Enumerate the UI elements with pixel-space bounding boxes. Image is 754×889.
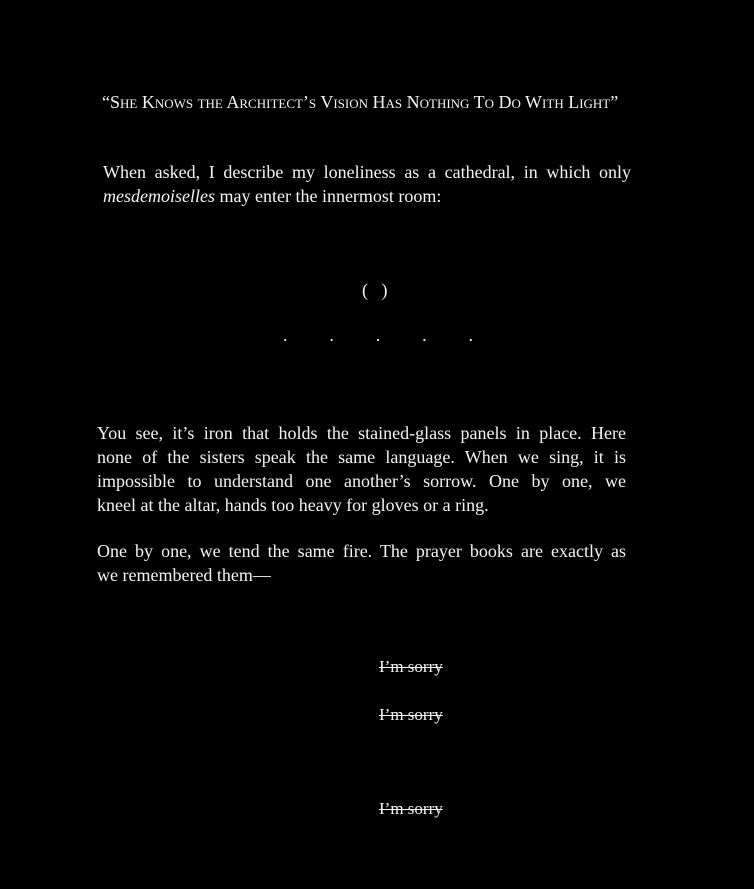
stanza-2-line-4: kneel at the altar, hands too heavy for gloves or a ring. bbox=[97, 495, 489, 515]
dot: . bbox=[375, 325, 381, 345]
stanza-1-line-2-rest: may enter the innermost room: bbox=[214, 186, 442, 206]
italic-word: mesdemoiselles bbox=[103, 186, 215, 206]
stanza-3 bbox=[97, 539, 626, 587]
stanza-3-line-2: we remembered them— bbox=[97, 565, 271, 585]
ellipsis-dots bbox=[283, 325, 473, 349]
stanza-2 bbox=[97, 421, 626, 517]
dot: . bbox=[283, 325, 288, 345]
stanza-2-line-2: none of the sisters speak the same language. When we sing, it is bbox=[97, 447, 626, 467]
dot: . bbox=[468, 325, 473, 345]
empty-parentheses: ( ) bbox=[362, 280, 388, 300]
poem-title: “She Knows the Architect’s Vision Has Nothing To Do With Light” bbox=[102, 92, 619, 112]
dot: . bbox=[329, 325, 334, 345]
struck-text: I’m sorry bbox=[379, 799, 443, 818]
struck-text: I’m sorry bbox=[379, 705, 443, 724]
stanza-3-line-1: One by one, we tend the same fire. The prayer books are exactly as bbox=[97, 541, 626, 561]
dot: . bbox=[422, 325, 427, 345]
stanza-2-line-3: impossible to understand one another’s sorrow. One by one, we bbox=[97, 471, 626, 491]
stanza-1 bbox=[103, 160, 631, 208]
stanza-2-line-1: You see, it’s iron that holds the stained-glass panels in place. Here bbox=[97, 423, 626, 443]
struck-text: I’m sorry bbox=[379, 657, 443, 676]
stanza-1-line-1: When asked, I describe my loneliness as a cathedral, in which only bbox=[103, 162, 631, 182]
stanza-1-line-2 bbox=[103, 184, 631, 208]
